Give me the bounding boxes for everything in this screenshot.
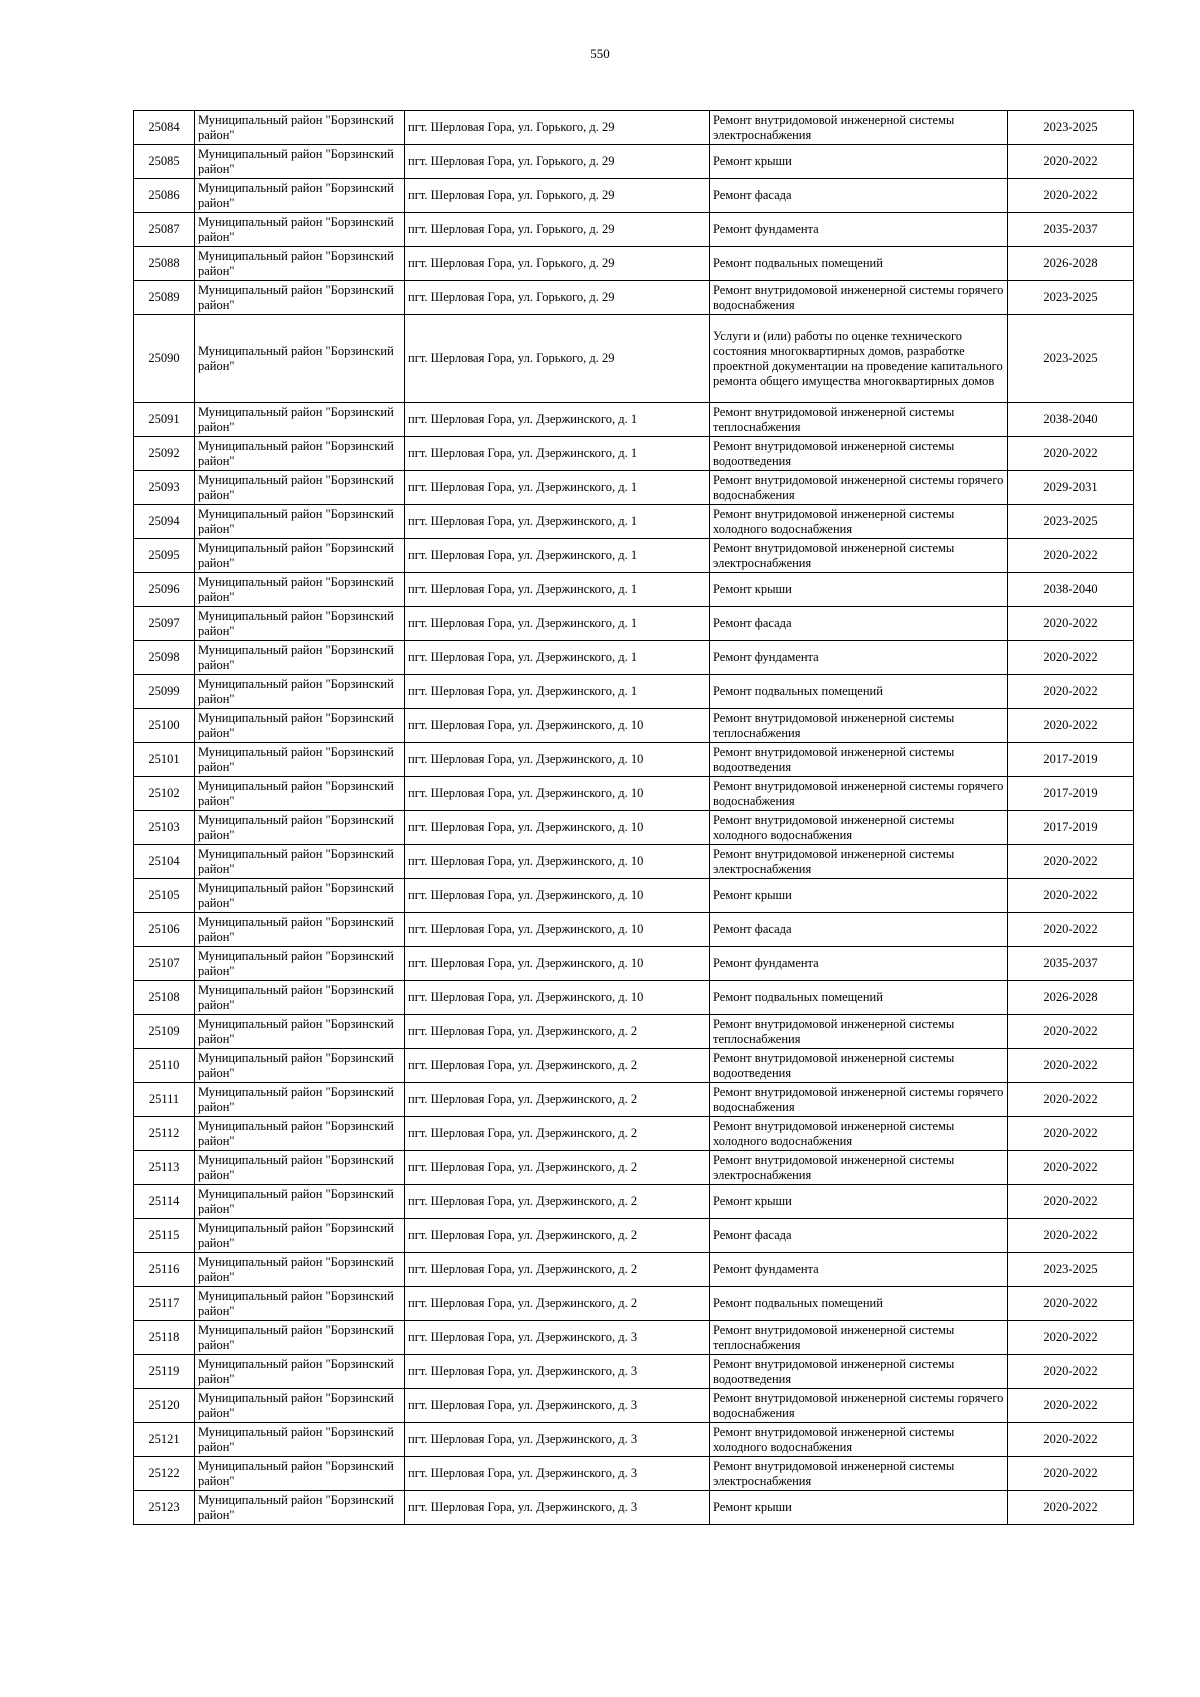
municipality-cell: Муниципальный район "Борзинский район" [195,811,405,845]
address-cell: пгт. Шерловая Гора, ул. Дзержинского, д. 2 [405,1117,710,1151]
row-number: 25091 [134,403,195,437]
row-number: 25084 [134,111,195,145]
work-type-cell: Ремонт подвальных помещений [710,247,1008,281]
period-cell: 2035-2037 [1008,947,1134,981]
table-row [134,1015,1134,1049]
municipality-cell: Муниципальный район "Борзинский район" [195,213,405,247]
page-number: 550 [590,46,610,61]
period-cell: 2020-2022 [1008,1423,1134,1457]
table-row [134,1185,1134,1219]
table-row [134,743,1134,777]
address-cell: пгт. Шерловая Гора, ул. Горького, д. 29 [405,213,710,247]
municipality-cell: Муниципальный район "Борзинский район" [195,845,405,879]
row-number: 25115 [134,1219,195,1253]
address-cell: пгт. Шерловая Гора, ул. Горького, д. 29 [405,145,710,179]
table-row [134,981,1134,1015]
work-type-cell: Ремонт внутридомовой инженерной системы холодного водоснабжения [710,1423,1008,1457]
table-row [134,1423,1134,1457]
row-number: 25119 [134,1355,195,1389]
row-number: 25120 [134,1389,195,1423]
municipality-cell: Муниципальный район "Борзинский район" [195,1321,405,1355]
row-number: 25114 [134,1185,195,1219]
row-number: 25123 [134,1491,195,1525]
work-type-cell: Ремонт внутридомовой инженерной системы горячего водоснабжения [710,471,1008,505]
row-number: 25102 [134,777,195,811]
period-cell: 2023-2025 [1008,111,1134,145]
period-cell: 2026-2028 [1008,247,1134,281]
address-cell: пгт. Шерловая Гора, ул. Дзержинского, д. 10 [405,913,710,947]
period-cell: 2020-2022 [1008,1219,1134,1253]
address-cell: пгт. Шерловая Гора, ул. Дзержинского, д. 1 [405,471,710,505]
row-number: 25092 [134,437,195,471]
address-cell: пгт. Шерловая Гора, ул. Дзержинского, д. 3 [405,1355,710,1389]
municipality-cell: Муниципальный район "Борзинский район" [195,1423,405,1457]
period-cell: 2020-2022 [1008,1151,1134,1185]
period-cell: 2023-2025 [1008,505,1134,539]
period-cell: 2020-2022 [1008,675,1134,709]
address-cell: пгт. Шерловая Гора, ул. Дзержинского, д. 3 [405,1321,710,1355]
address-cell: пгт. Шерловая Гора, ул. Дзержинского, д. 3 [405,1491,710,1525]
work-type-cell: Ремонт фундамента [710,1253,1008,1287]
work-type-cell: Ремонт крыши [710,1491,1008,1525]
work-type-cell: Ремонт подвальных помещений [710,675,1008,709]
work-type-cell: Услуги и (или) работы по оценке технического состояния многоквартирных домов, разработке проектной документации на проведение капитального ремонта общего имущества многоквартирных домов [710,315,1008,403]
row-number: 25106 [134,913,195,947]
municipality-cell: Муниципальный район "Борзинский район" [195,247,405,281]
municipality-cell: Муниципальный район "Борзинский район" [195,641,405,675]
municipality-cell: Муниципальный район "Борзинский район" [195,179,405,213]
row-number: 25099 [134,675,195,709]
period-cell: 2020-2022 [1008,1185,1134,1219]
table-row [134,247,1134,281]
table-row [134,1491,1134,1525]
municipality-cell: Муниципальный район "Борзинский район" [195,281,405,315]
municipality-cell: Муниципальный район "Борзинский район" [195,1253,405,1287]
period-cell: 2020-2022 [1008,1457,1134,1491]
address-cell: пгт. Шерловая Гора, ул. Горького, д. 29 [405,111,710,145]
table-row [134,1117,1134,1151]
period-cell: 2020-2022 [1008,1287,1134,1321]
period-cell: 2020-2022 [1008,879,1134,913]
address-cell: пгт. Шерловая Гора, ул. Дзержинского, д. 1 [405,573,710,607]
table-row [134,607,1134,641]
period-cell: 2020-2022 [1008,1491,1134,1525]
table-row [134,811,1134,845]
work-type-cell: Ремонт внутридомовой инженерной системы горячего водоснабжения [710,1389,1008,1423]
address-cell: пгт. Шерловая Гора, ул. Дзержинского, д. 2 [405,1287,710,1321]
table-row [134,879,1134,913]
address-cell: пгт. Шерловая Гора, ул. Дзержинского, д. 10 [405,981,710,1015]
row-number: 25112 [134,1117,195,1151]
row-number: 25118 [134,1321,195,1355]
address-cell: пгт. Шерловая Гора, ул. Горького, д. 29 [405,179,710,213]
municipality-cell: Муниципальный район "Борзинский район" [195,1219,405,1253]
municipality-cell: Муниципальный район "Борзинский район" [195,573,405,607]
municipality-cell: Муниципальный район "Борзинский район" [195,315,405,403]
work-type-cell: Ремонт внутридомовой инженерной системы горячего водоснабжения [710,777,1008,811]
period-cell: 2038-2040 [1008,403,1134,437]
municipality-cell: Муниципальный район "Борзинский район" [195,709,405,743]
table-row [134,641,1134,675]
table-row [134,1219,1134,1253]
address-cell: пгт. Шерловая Гора, ул. Дзержинского, д. 3 [405,1457,710,1491]
table-row [134,213,1134,247]
period-cell: 2035-2037 [1008,213,1134,247]
table-row [134,1355,1134,1389]
work-type-cell: Ремонт фасада [710,607,1008,641]
work-type-cell: Ремонт подвальных помещений [710,1287,1008,1321]
work-type-cell: Ремонт внутридомовой инженерной системы теплоснабжения [710,1015,1008,1049]
work-type-cell: Ремонт внутридомовой инженерной системы электроснабжения [710,1457,1008,1491]
row-number: 25096 [134,573,195,607]
period-cell: 2020-2022 [1008,1389,1134,1423]
period-cell: 2020-2022 [1008,437,1134,471]
repair-schedule-table [133,110,1134,1525]
row-number: 25113 [134,1151,195,1185]
municipality-cell: Муниципальный район "Борзинский район" [195,505,405,539]
work-type-cell: Ремонт внутридомовой инженерной системы электроснабжения [710,845,1008,879]
work-type-cell: Ремонт подвальных помещений [710,981,1008,1015]
table-row [134,675,1134,709]
work-type-cell: Ремонт фасада [710,179,1008,213]
period-cell: 2020-2022 [1008,913,1134,947]
period-cell: 2020-2022 [1008,179,1134,213]
work-type-cell: Ремонт крыши [710,145,1008,179]
period-cell: 2023-2025 [1008,1253,1134,1287]
period-cell: 2020-2022 [1008,845,1134,879]
address-cell: пгт. Шерловая Гора, ул. Дзержинского, д. 10 [405,743,710,777]
table-row [134,1253,1134,1287]
municipality-cell: Муниципальный район "Борзинский район" [195,947,405,981]
table-row [134,145,1134,179]
table-row [134,947,1134,981]
row-number: 25105 [134,879,195,913]
row-number: 25103 [134,811,195,845]
work-type-cell: Ремонт фундамента [710,641,1008,675]
municipality-cell: Муниципальный район "Борзинский район" [195,1287,405,1321]
work-type-cell: Ремонт крыши [710,1185,1008,1219]
table-row [134,111,1134,145]
table-row [134,913,1134,947]
period-cell: 2038-2040 [1008,573,1134,607]
table-row [134,539,1134,573]
work-type-cell: Ремонт крыши [710,879,1008,913]
address-cell: пгт. Шерловая Гора, ул. Горького, д. 29 [405,281,710,315]
period-cell: 2023-2025 [1008,281,1134,315]
period-cell: 2026-2028 [1008,981,1134,1015]
municipality-cell: Муниципальный район "Борзинский район" [195,777,405,811]
address-cell: пгт. Шерловая Гора, ул. Горького, д. 29 [405,247,710,281]
municipality-cell: Муниципальный район "Борзинский район" [195,111,405,145]
work-type-cell: Ремонт внутридомовой инженерной системы водоотведения [710,1355,1008,1389]
municipality-cell: Муниципальный район "Борзинский район" [195,1151,405,1185]
row-number: 25090 [134,315,195,403]
work-type-cell: Ремонт внутридомовой инженерной системы водоотведения [710,437,1008,471]
address-cell: пгт. Шерловая Гора, ул. Дзержинского, д. 10 [405,879,710,913]
work-type-cell: Ремонт фасада [710,1219,1008,1253]
period-cell: 2020-2022 [1008,1015,1134,1049]
address-cell: пгт. Шерловая Гора, ул. Дзержинского, д. 10 [405,811,710,845]
period-cell: 2020-2022 [1008,1321,1134,1355]
address-cell: пгт. Шерловая Гора, ул. Дзержинского, д. 10 [405,845,710,879]
work-type-cell: Ремонт внутридомовой инженерной системы электроснабжения [710,1151,1008,1185]
period-cell: 2020-2022 [1008,1083,1134,1117]
row-number: 25086 [134,179,195,213]
municipality-cell: Муниципальный район "Борзинский район" [195,539,405,573]
municipality-cell: Муниципальный район "Борзинский район" [195,1389,405,1423]
municipality-cell: Муниципальный район "Борзинский район" [195,879,405,913]
work-type-cell: Ремонт внутридомовой инженерной системы водоотведения [710,1049,1008,1083]
address-cell: пгт. Шерловая Гора, ул. Дзержинского, д. 2 [405,1049,710,1083]
row-number: 25109 [134,1015,195,1049]
address-cell: пгт. Шерловая Гора, ул. Дзержинского, д. 2 [405,1253,710,1287]
period-cell: 2017-2019 [1008,811,1134,845]
period-cell: 2017-2019 [1008,777,1134,811]
row-number: 25095 [134,539,195,573]
address-cell: пгт. Шерловая Гора, ул. Дзержинского, д. 1 [405,607,710,641]
period-cell: 2029-2031 [1008,471,1134,505]
address-cell: пгт. Шерловая Гора, ул. Дзержинского, д. 1 [405,437,710,471]
row-number: 25110 [134,1049,195,1083]
municipality-cell: Муниципальный район "Борзинский район" [195,1457,405,1491]
work-type-cell: Ремонт фундамента [710,213,1008,247]
period-cell: 2020-2022 [1008,1117,1134,1151]
municipality-cell: Муниципальный район "Борзинский район" [195,1491,405,1525]
municipality-cell: Муниципальный район "Борзинский район" [195,1049,405,1083]
address-cell: пгт. Шерловая Гора, ул. Дзержинского, д. 10 [405,947,710,981]
table-row [134,1457,1134,1491]
row-number: 25116 [134,1253,195,1287]
work-type-cell: Ремонт внутридомовой инженерной системы электроснабжения [710,111,1008,145]
address-cell: пгт. Шерловая Гора, ул. Дзержинского, д. 2 [405,1219,710,1253]
period-cell: 2017-2019 [1008,743,1134,777]
row-number: 25097 [134,607,195,641]
work-type-cell: Ремонт внутридомовой инженерной системы горячего водоснабжения [710,281,1008,315]
work-type-cell: Ремонт внутридомовой инженерной системы теплоснабжения [710,709,1008,743]
address-cell: пгт. Шерловая Гора, ул. Дзержинского, д. 1 [405,403,710,437]
municipality-cell: Муниципальный район "Борзинский район" [195,145,405,179]
work-type-cell: Ремонт внутридомовой инженерной системы электроснабжения [710,539,1008,573]
municipality-cell: Муниципальный район "Борзинский район" [195,437,405,471]
table-row [134,437,1134,471]
row-number: 25087 [134,213,195,247]
row-number: 25093 [134,471,195,505]
municipality-cell: Муниципальный район "Борзинский район" [195,981,405,1015]
table-row [134,1083,1134,1117]
table-body [134,111,1134,1525]
period-cell: 2020-2022 [1008,1049,1134,1083]
address-cell: пгт. Шерловая Гора, ул. Горького, д. 29 [405,315,710,403]
municipality-cell: Муниципальный район "Борзинский район" [195,675,405,709]
period-cell: 2023-2025 [1008,315,1134,403]
address-cell: пгт. Шерловая Гора, ул. Дзержинского, д. 3 [405,1389,710,1423]
municipality-cell: Муниципальный район "Борзинский район" [195,403,405,437]
row-number: 25094 [134,505,195,539]
work-type-cell: Ремонт внутридомовой инженерной системы водоотведения [710,743,1008,777]
table-row [134,845,1134,879]
row-number: 25111 [134,1083,195,1117]
period-cell: 2020-2022 [1008,1355,1134,1389]
address-cell: пгт. Шерловая Гора, ул. Дзержинского, д. 10 [405,709,710,743]
work-type-cell: Ремонт крыши [710,573,1008,607]
work-type-cell: Ремонт внутридомовой инженерной системы холодного водоснабжения [710,1117,1008,1151]
address-cell: пгт. Шерловая Гора, ул. Дзержинского, д. 3 [405,1423,710,1457]
work-type-cell: Ремонт внутридомовой инженерной системы холодного водоснабжения [710,811,1008,845]
address-cell: пгт. Шерловая Гора, ул. Дзержинского, д. 2 [405,1185,710,1219]
work-type-cell: Ремонт внутридомовой инженерной системы теплоснабжения [710,1321,1008,1355]
period-cell: 2020-2022 [1008,607,1134,641]
period-cell: 2020-2022 [1008,641,1134,675]
municipality-cell: Муниципальный район "Борзинский район" [195,1117,405,1151]
address-cell: пгт. Шерловая Гора, ул. Дзержинского, д. 1 [405,505,710,539]
table-row [134,573,1134,607]
address-cell: пгт. Шерловая Гора, ул. Дзержинского, д. 2 [405,1015,710,1049]
table-row [134,777,1134,811]
municipality-cell: Муниципальный район "Борзинский район" [195,743,405,777]
table-row [134,505,1134,539]
table-row [134,179,1134,213]
work-type-cell: Ремонт внутридомовой инженерной системы горячего водоснабжения [710,1083,1008,1117]
table-row [134,403,1134,437]
municipality-cell: Муниципальный район "Борзинский район" [195,1083,405,1117]
municipality-cell: Муниципальный район "Борзинский район" [195,913,405,947]
work-type-cell: Ремонт внутридомовой инженерной системы холодного водоснабжения [710,505,1008,539]
row-number: 25108 [134,981,195,1015]
municipality-cell: Муниципальный район "Борзинский район" [195,607,405,641]
table-row [134,471,1134,505]
row-number: 25104 [134,845,195,879]
row-number: 25100 [134,709,195,743]
work-type-cell: Ремонт внутридомовой инженерной системы теплоснабжения [710,403,1008,437]
municipality-cell: Муниципальный район "Борзинский район" [195,1355,405,1389]
period-cell: 2020-2022 [1008,539,1134,573]
address-cell: пгт. Шерловая Гора, ул. Дзержинского, д. 10 [405,777,710,811]
row-number: 25122 [134,1457,195,1491]
address-cell: пгт. Шерловая Гора, ул. Дзержинского, д. 2 [405,1151,710,1185]
municipality-cell: Муниципальный район "Борзинский район" [195,1185,405,1219]
row-number: 25085 [134,145,195,179]
table-row [134,281,1134,315]
address-cell: пгт. Шерловая Гора, ул. Дзержинского, д. 2 [405,1083,710,1117]
row-number: 25101 [134,743,195,777]
table-row [134,1389,1134,1423]
address-cell: пгт. Шерловая Гора, ул. Дзержинского, д. 1 [405,539,710,573]
table-row [134,709,1134,743]
row-number: 25098 [134,641,195,675]
row-number: 25089 [134,281,195,315]
row-number: 25107 [134,947,195,981]
table-row [134,1151,1134,1185]
period-cell: 2020-2022 [1008,709,1134,743]
table-row [134,1287,1134,1321]
row-number: 25117 [134,1287,195,1321]
table-row [134,1321,1134,1355]
municipality-cell: Муниципальный район "Борзинский район" [195,1015,405,1049]
table-row [134,315,1134,403]
row-number: 25121 [134,1423,195,1457]
address-cell: пгт. Шерловая Гора, ул. Дзержинского, д. 1 [405,675,710,709]
work-type-cell: Ремонт фундамента [710,947,1008,981]
table-row [134,1049,1134,1083]
period-cell: 2020-2022 [1008,145,1134,179]
work-type-cell: Ремонт фасада [710,913,1008,947]
address-cell: пгт. Шерловая Гора, ул. Дзержинского, д. 1 [405,641,710,675]
municipality-cell: Муниципальный район "Борзинский район" [195,471,405,505]
row-number: 25088 [134,247,195,281]
